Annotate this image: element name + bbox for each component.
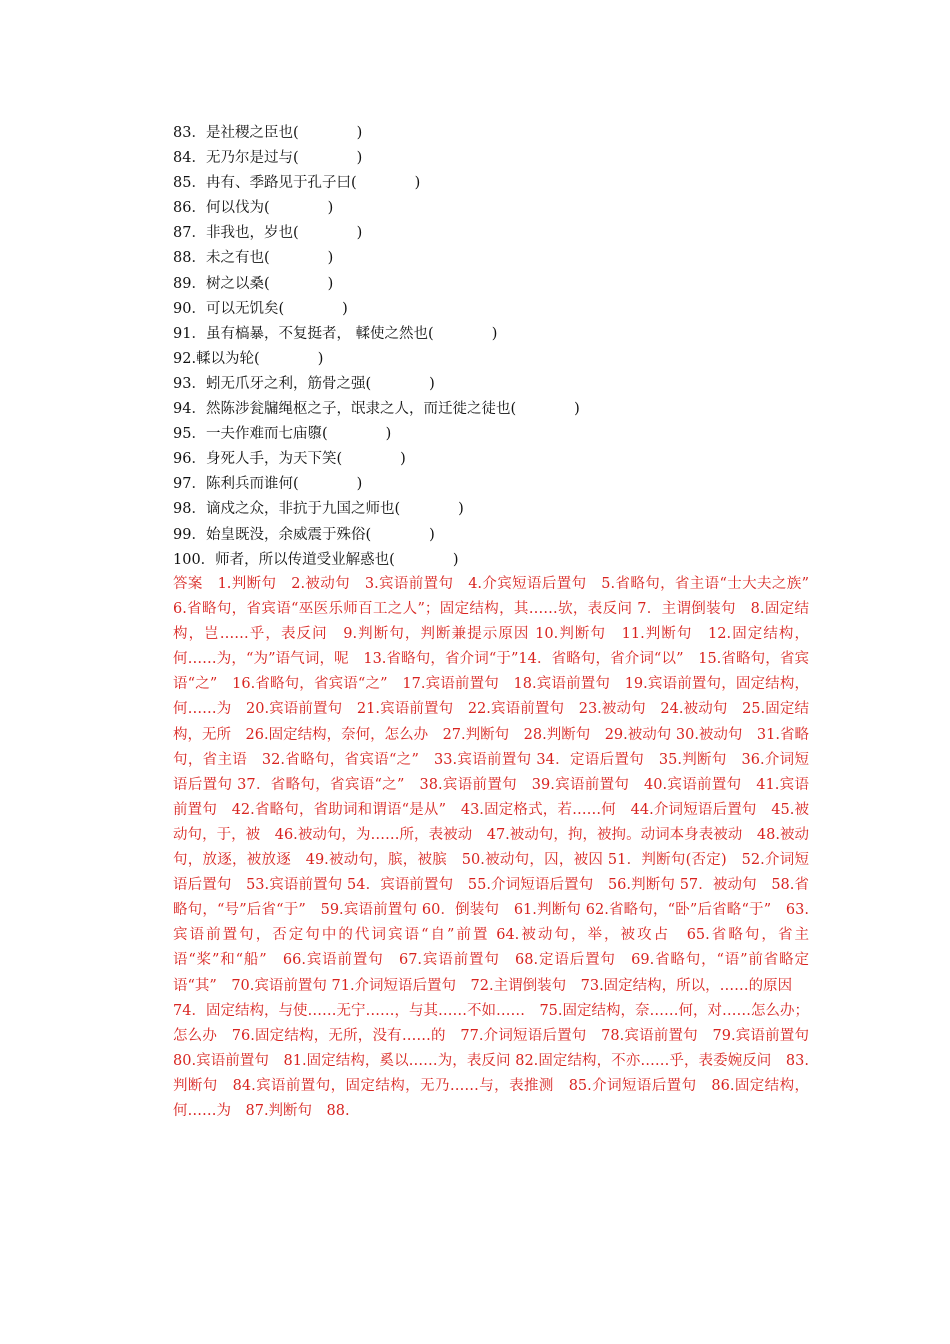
question-item: 99．始皇既没，余威震于殊俗( ): [173, 526, 435, 543]
question-item: 92.輮以为轮( ): [173, 350, 324, 367]
answer-text-part-2: 74．固定结构，与使……无宁……，与其……不如…… 75.固定结构，奈……何，对……怎么办；怎么办 76.固定结构，无所，没有……的 77.介词短语后置句 78.宾语前置句 79.宾语前置句 80.宾语前置句 81.固定结构，奚以……为，表反问 82.固定结构，不亦……乎，表委婉反问 83.判断句 84.宾语前置句，固定结构，无乃……与，表推测 85.介词短语后置句 86.固定结构，何……为 87.判断句 88.: [173, 1002, 824, 1119]
question-item: 96．身死人手，为天下笑( ): [173, 451, 406, 468]
question-item: 100．师者，所以传道受业解惑也( ): [173, 551, 459, 568]
question-item: 87．非我也，岁也( ): [173, 225, 363, 242]
question-item: 86．何以伐为( ): [173, 200, 334, 217]
question-list: [173, 121, 813, 573]
answer-section: [173, 572, 824, 1124]
question-item: 90．可以无饥矣( ): [173, 300, 348, 317]
question-item: 94．然陈涉瓮牖绳枢之子，氓隶之人，而迁徙之徒也( ): [173, 401, 580, 418]
question-item: 97．陈利兵而谁何( ): [173, 476, 363, 493]
question-item: 85．冉有、季路见于孔子曰( ): [173, 175, 421, 192]
question-item: 83．是社稷之臣也( ): [173, 125, 363, 141]
question-item: 93．蚓无爪牙之利，筋骨之强( ): [173, 375, 435, 392]
question-item: 98．谪戍之众，非抗于九国之师也( ): [173, 501, 464, 518]
answer-text-part-1: 答案 1.判断句 2.被动句 3.宾语前置句 4.介宾短语后置句 5.省略句，省主语“士大夫之族” 6.省略句，省宾语“巫医乐师百工之人”；固定结构，其……欤，表反问 7．主谓倒装句 8.固定结构，岂……乎，表反问 9.判断句，判断兼提示原因 10.判断句 11.判断句 12.固定结构，何……为，“为”语气词，呢 13.省略句，省介词“于”14．省略句，省介词“以” 15.省略句，省宾语“之” 16.省略句，省宾语“之” 17.宾语前置句 18.宾语前置句 19.宾语前置句，固定结构，何……为 20.宾语前置句 21.宾语前置句 22.宾语前置句 23.被动句 24.被动句 25.固定结构，无所 26.固定结构，奈何，怎么办 27.判断句 28.判断句 29.被动句 30.被动句 31.省略句，省主语 32.省略句，省宾语“之” 33.宾语前置句 34．定语后置句 35.判断句 36.介词短语后置句 37．省略句，省宾语“之” 38.宾语前置句 39.宾语前置句 40.宾语前置句 41.宾语前置句 42.省略句，省助词和谓语“是从” 43.固定格式，若……何 44.介词短语后置句 45.被动句，于，被 46.被动句，为……所，表被动 47.被动句，拘，被拘。动词本身表被动 48.被动句，放逐，被放逐 49.被动句，膑，被膑 50.被动句，囚，被囚 51．判断句(否定) 52.介词短语后置句 53.宾语前置句 54．宾语前置句 55.介词短语后置句 56.判断句 57．被动句 58.省略句，“号”后省“于” 59.宾语前置句 60．倒装句 61.判断句 62.省略句，“卧”后省略“于” 63.宾语前置句，否定句中的代词宾语“自”前置 64.被动句，举，被攻占 65.省略句，省主语“桨”和“船” 66.宾语前置句 67.宾语前置句 68.定语后置句 69.省略句，“语”前省略定语“其” 70.宾语前置句 71.介词短语后置句 72.主谓倒装句 73.固定结构，所以，……的原因: [173, 576, 824, 994]
question-item: 84．无乃尔是过与( ): [173, 150, 363, 167]
question-item: 95．一夫作难而七庙隳( ): [173, 426, 392, 443]
question-item: 89．树之以桑( ): [173, 275, 334, 292]
question-item: 88．未之有也( ): [173, 250, 334, 267]
question-item: 91．虽有槁暴，不复挺者， 輮使之然也( ): [173, 325, 498, 342]
